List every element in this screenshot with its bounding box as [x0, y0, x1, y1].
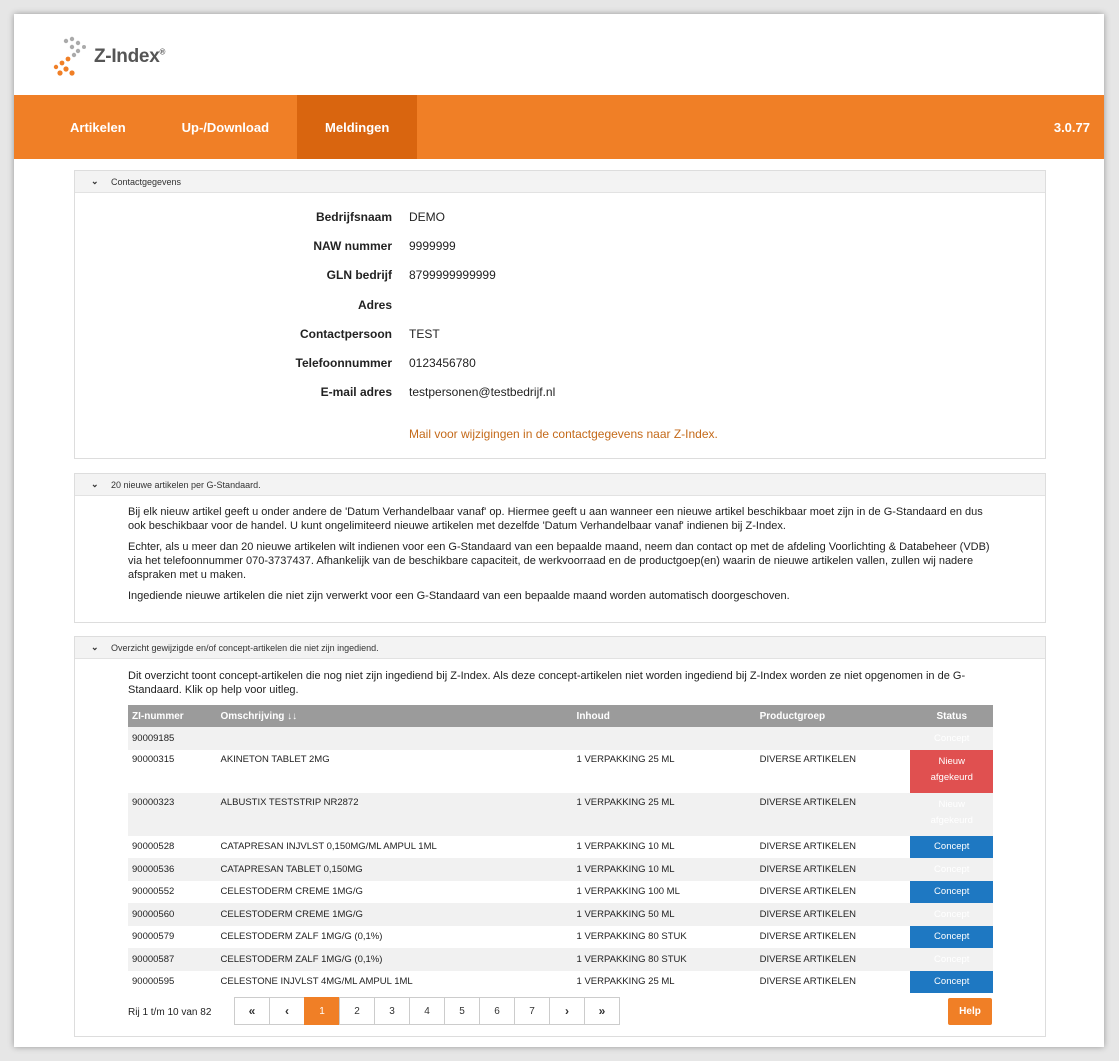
contact-row-naw-nummer: [75, 231, 1045, 260]
cell-omschrijving: AKINETON TABLET 2MG: [220, 753, 330, 765]
status-line: afgekeurd: [930, 814, 973, 826]
cell-inhoud: 1 VERPAKKING 50 ML: [573, 903, 756, 926]
cell-inhoud: 1 VERPAKKING 25 ML: [576, 753, 675, 765]
cell-zi-nummer: 90000587: [128, 948, 217, 971]
table-row[interactable]: [128, 793, 993, 836]
nav-tab-artikelen[interactable]: Artikelen: [70, 119, 126, 135]
cell-productgroep: DIVERSE ARTIKELEN: [759, 886, 857, 898]
contact-row-telefoonnummer: [75, 348, 1045, 377]
col-omschrijving[interactable]: Omschrijving ↓↓: [217, 705, 573, 727]
page-button-6[interactable]: 6: [479, 997, 515, 1025]
status-badge-concept: Concept: [910, 926, 993, 949]
cell-inhoud: 1 VERPAKKING 10 ML: [573, 858, 756, 881]
cell-inhoud: 1 VERPAKKING 25 ML: [573, 793, 756, 836]
chevron-down-icon: ⌄: [91, 176, 99, 186]
cell-productgroep: [756, 727, 911, 750]
col-status[interactable]: Status: [910, 705, 993, 727]
status-line: afgekeurd: [930, 771, 973, 783]
nav-tab-up-download[interactable]: Up-/Download: [181, 119, 270, 135]
top-nav: [14, 95, 1104, 159]
chevron-down-icon: ⌄: [91, 479, 99, 489]
cell-productgroep: DIVERSE ARTIKELEN: [759, 931, 857, 943]
col-inhoud[interactable]: Inhoud: [573, 705, 756, 727]
field-label: Adres: [357, 297, 392, 312]
page-button-2[interactable]: 2: [339, 997, 375, 1025]
cell-omschrijving: CELESTONE INJVLST 4MG/ML AMPUL 1ML: [220, 976, 413, 988]
contact-panel: [74, 170, 1046, 459]
table-row[interactable]: [128, 727, 993, 750]
chevron-down-icon: ⌄: [91, 642, 99, 652]
status-badge-concept: Concept: [910, 727, 993, 750]
status-line: Nieuw: [938, 755, 965, 767]
status-badge-concept: Concept: [910, 903, 993, 926]
app-window: [14, 14, 1104, 1047]
contact-row-bedrijfsnaam: [75, 202, 1045, 231]
nieuwe-artikelen-paragraph-1: Bij elk nieuw artikel geeft u onder andere de 'Datum Verhandelbaar vanaf' op. Hiermee geeft u aan wanneer een nieuwe artikel beschikbaar moet zijn in de G-Standaard en dus ook beschikbaar voor de handel. U kunt ongelimiteerd nieuwe artikelen met dezelfde 'Datum Verhandelbaar vanaf' indienen bij Z-Index.: [128, 506, 983, 532]
cell-omschrijving: CELESTODERM ZALF 1MG/G (0,1%): [217, 948, 573, 971]
field-label: E-mail adres: [320, 385, 392, 400]
cell-inhoud: 1 VERPAKKING 10 ML: [576, 841, 675, 853]
status-badge-concept: Concept: [910, 881, 993, 904]
status-badge-concept: Concept: [910, 948, 993, 971]
contact-row-gln-bedrijf: [75, 261, 1045, 290]
nieuwe-artikelen-paragraph-3: Ingediende nieuwe artikelen die niet zijn verwerkt voor een G-Standaard van een bepaalde maand worden automatisch doorgeschoven.: [128, 590, 790, 602]
pagination: [235, 997, 620, 1025]
field-label: Contactpersoon: [299, 326, 392, 341]
brand-name: Z-Index®: [94, 46, 166, 67]
nieuwe-artikelen-panel: [74, 473, 1046, 623]
cell-zi-nummer: 90000315: [132, 753, 175, 765]
table-row[interactable]: [128, 836, 993, 859]
cell-zi-nummer: 90000552: [132, 886, 175, 898]
page-button-5[interactable]: 5: [444, 997, 480, 1025]
field-label: NAW nummer: [313, 238, 392, 253]
help-button[interactable]: Help: [948, 998, 992, 1025]
last-page-button[interactable]: »: [584, 997, 620, 1025]
contact-panel-title: Contactgegevens: [111, 176, 182, 187]
col-productgroep[interactable]: Productgroep: [756, 705, 911, 727]
field-value: TEST: [409, 326, 440, 341]
contact-panel-header[interactable]: [75, 171, 1045, 193]
contact-details: [75, 193, 1045, 407]
nieuwe-artikelen-title: 20 nieuwe artikelen per G-Standaard.: [111, 479, 261, 490]
cell-productgroep: DIVERSE ARTIKELEN: [756, 858, 911, 881]
cell-inhoud: 1 VERPAKKING 25 ML: [576, 976, 675, 988]
table-row[interactable]: [128, 926, 993, 949]
page-button-3[interactable]: 3: [374, 997, 410, 1025]
row-range-label: Rij 1 t/m 10 van 82: [128, 1007, 212, 1018]
status-line: Nieuw: [938, 798, 965, 810]
field-value: 8799999999999: [409, 268, 496, 283]
status-badge-nieuw-afgekeurd: [910, 750, 993, 793]
cell-inhoud: [573, 727, 756, 750]
app-version: 3.0.77: [1053, 119, 1090, 135]
page-button-4[interactable]: 4: [409, 997, 445, 1025]
cell-omschrijving: CELESTODERM ZALF 1MG/G (0,1%): [220, 931, 383, 943]
status-badge-concept: Concept: [910, 836, 993, 859]
status-badge-nieuw-afgekeurd: [910, 793, 993, 836]
field-label: GLN bedrijf: [326, 268, 392, 283]
contact-row-email: [75, 378, 1045, 407]
nieuwe-artikelen-panel-header[interactable]: [75, 474, 1045, 496]
cell-zi-nummer: 90009185: [128, 727, 217, 750]
field-label: Telefoonnummer: [295, 356, 392, 371]
nav-tab-meldingen[interactable]: Meldingen: [297, 95, 417, 159]
cell-omschrijving: CATAPRESAN TABLET 0,150MG: [217, 858, 573, 881]
overzicht-panel-header[interactable]: [75, 637, 1045, 659]
nieuwe-artikelen-paragraph-2: Echter, als u meer dan 20 nieuwe artikelen wilt indienen voor een G-Standaard van een bepaalde maand, neem dan contact op met de afdeling Voorlichting & Databeheer (VDB) via het telefoonnummer 070-3737437. Afhankelijk van de beschikbare capaciteit, de werkvoorraad en de productgoep(en) waarin de nieuwe artikelen vallen, zullen wij nadere afspraken met u maken.: [128, 541, 990, 581]
table-row[interactable]: [128, 948, 993, 971]
cell-productgroep: DIVERSE ARTIKELEN: [759, 976, 857, 988]
field-value: 0123456780: [409, 356, 476, 371]
field-value: DEMO: [409, 209, 445, 224]
table-row[interactable]: [128, 858, 993, 881]
cell-inhoud: 1 VERPAKKING 80 STUK: [573, 948, 756, 971]
table-row[interactable]: [128, 750, 993, 793]
overzicht-panel: [74, 636, 1046, 1037]
z-index-logo-icon: [52, 33, 88, 81]
table-row[interactable]: [128, 881, 993, 904]
concept-articles-table: [128, 705, 993, 993]
field-label: Bedrijfsnaam: [315, 209, 392, 224]
prev-page-button[interactable]: ‹: [269, 997, 305, 1025]
cell-productgroep: DIVERSE ARTIKELEN: [759, 753, 857, 765]
table-row[interactable]: [128, 903, 993, 926]
cell-zi-nummer: 90000560: [128, 903, 217, 926]
col-zi-nummer[interactable]: ZI-nummer: [128, 705, 217, 727]
status-badge-concept: Concept: [910, 858, 993, 881]
cell-productgroep: DIVERSE ARTIKELEN: [756, 793, 911, 836]
page-button-7[interactable]: 7: [514, 997, 550, 1025]
first-page-button[interactable]: «: [234, 997, 270, 1025]
mail-wijzigingen-link[interactable]: Mail voor wijzigingen in de contactgegevens naar Z-Index.: [409, 427, 718, 441]
cell-zi-nummer: 90000536: [128, 858, 217, 881]
field-value: testpersonen@testbedrijf.nl: [409, 385, 556, 400]
table-header-row: [128, 705, 993, 727]
cell-omschrijving: CATAPRESAN INJVLST 0,150MG/ML AMPUL 1ML: [220, 841, 437, 853]
cell-inhoud: 1 VERPAKKING 80 STUK: [576, 931, 687, 943]
contact-row-adres: [75, 290, 1045, 319]
field-value: 9999999: [409, 238, 456, 253]
overzicht-title: Overzicht gewijzigde en/of concept-artikelen die niet zijn ingediend.: [111, 642, 379, 653]
cell-omschrijving: CELESTODERM CREME 1MG/G: [217, 903, 573, 926]
table-row[interactable]: [128, 971, 993, 994]
cell-zi-nummer: 90000595: [132, 976, 175, 988]
cell-zi-nummer: 90000579: [132, 931, 175, 943]
cell-productgroep: DIVERSE ARTIKELEN: [756, 948, 911, 971]
cell-productgroep: DIVERSE ARTIKELEN: [756, 903, 911, 926]
cell-omschrijving: ALBUSTIX TESTSTRIP NR2872: [217, 793, 573, 836]
cell-zi-nummer: 90000323: [128, 793, 217, 836]
cell-productgroep: DIVERSE ARTIKELEN: [759, 841, 857, 853]
cell-zi-nummer: 90000528: [132, 841, 175, 853]
next-page-button[interactable]: ›: [549, 997, 585, 1025]
cell-inhoud: 1 VERPAKKING 100 ML: [576, 886, 680, 898]
status-badge-concept: Concept: [910, 971, 993, 994]
page-button-1[interactable]: 1: [304, 997, 340, 1025]
overzicht-intro: Dit overzicht toont concept-artikelen die nog niet zijn ingediend bij Z-Index. Als deze concept-artikelen niet worden ingediend bij Z-Index worden ze niet opgenomen in de G-Standaard. Klik op help voor uitleg.: [128, 670, 966, 696]
contact-row-contactpersoon: [75, 319, 1045, 348]
brand-logo[interactable]: [52, 32, 165, 82]
cell-omschrijving: [217, 727, 573, 750]
cell-omschrijving: CELESTODERM CREME 1MG/G: [220, 886, 363, 898]
